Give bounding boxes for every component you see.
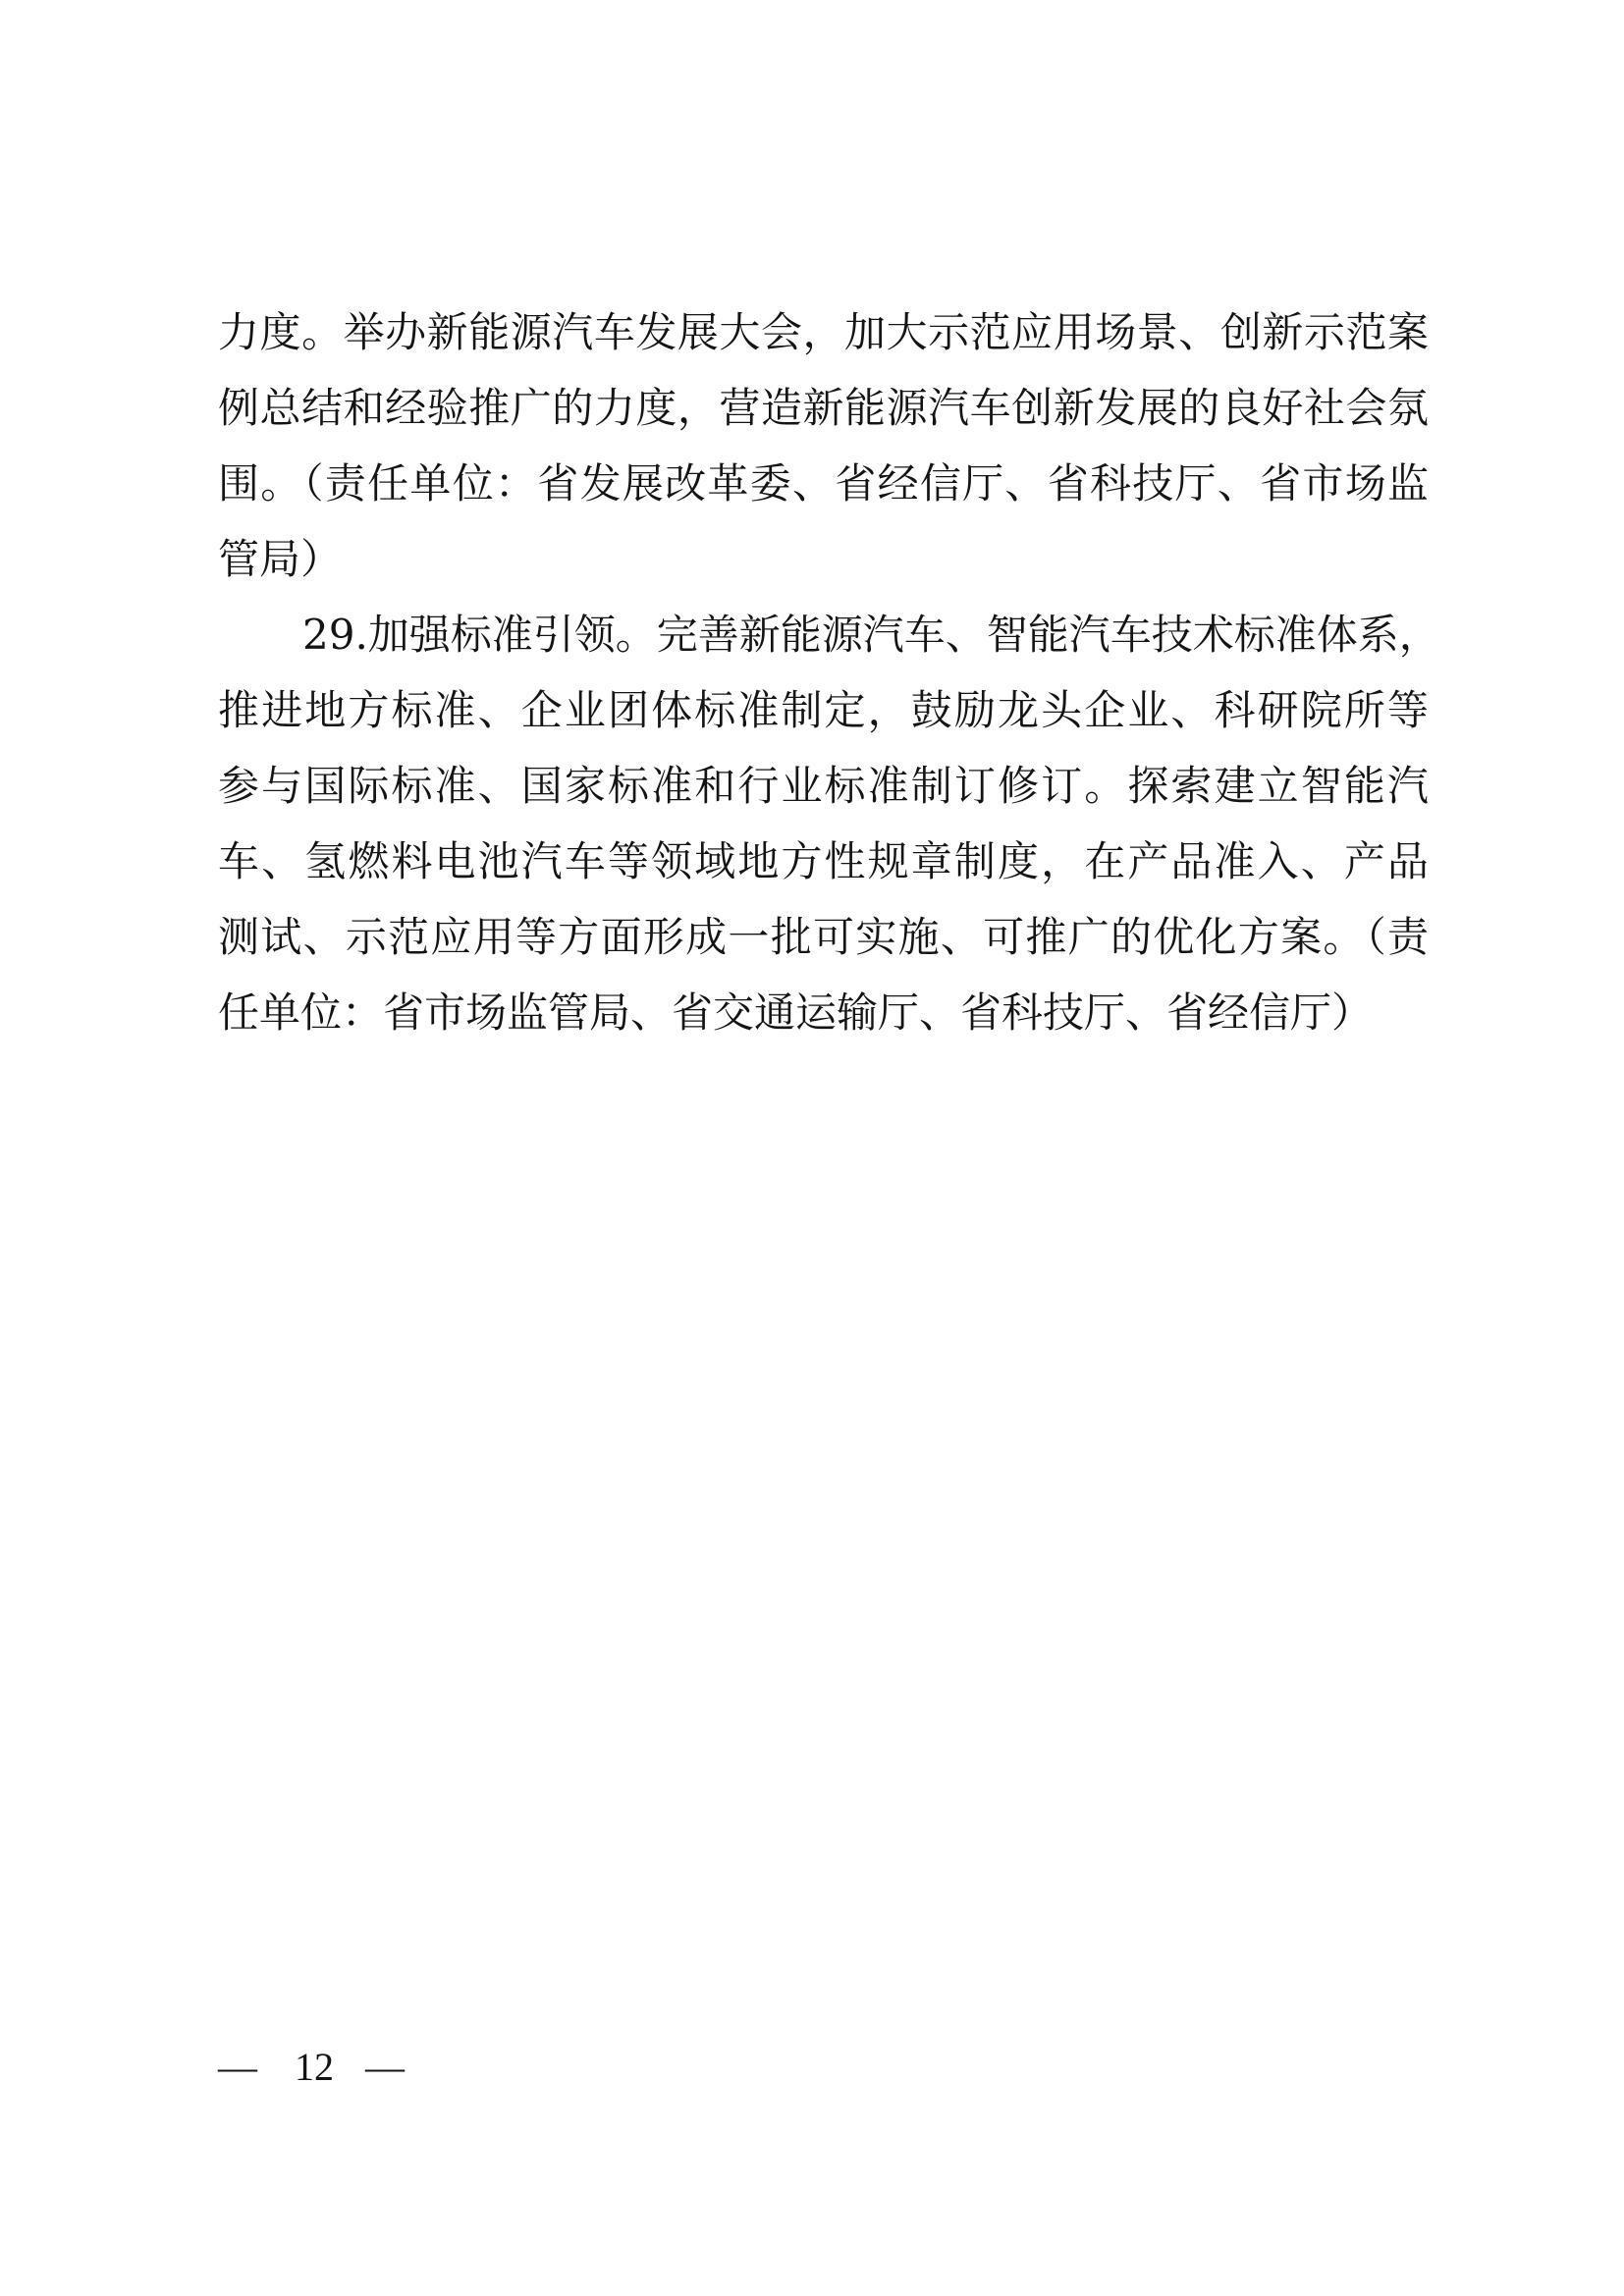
paragraph-line: 管局） [218, 535, 343, 583]
footer-dash-right: — [365, 2045, 405, 2089]
document-body [218, 294, 1440, 1050]
paragraph-line: 任单位：省市场监管局、省交通运输厅、省科技厅、省经信厅） [218, 988, 1374, 1037]
paragraph-line: 力度。举办新能源汽车发展大会，加大示范应用场景、创新示范案 [218, 308, 1429, 356]
paragraph-line: 参与国际标准、国家标准和行业标准制订修订。探索建立智能汽 [218, 762, 1429, 810]
paragraph-line: 29.加强标准引领。完善新能源汽车、智能汽车技术标准体系， [302, 611, 1440, 659]
paragraph-line: 推进地方标准、企业团体标准制定，鼓励龙头企业、科研院所等 [218, 686, 1429, 734]
paragraph-line: 围。（责任单位：省发展改革委、省经信厅、省科技厅、省市场监 [218, 459, 1429, 507]
paragraph-continuation [218, 294, 1429, 597]
paragraph-line: 测试、示范应用等方面形成一批可实施、可推广的优化方案。（责 [218, 913, 1429, 961]
page-number: 12 [295, 2045, 334, 2089]
paragraph-line: 车、氢燃料电池汽车等领域地方性规章制度，在产品准入、产品 [218, 837, 1429, 885]
paragraph-line: 例总结和经验推广的力度，营造新能源汽车创新发展的良好社会氛 [218, 384, 1429, 432]
page-footer [218, 2040, 414, 2094]
footer-dash-left: — [218, 2045, 257, 2089]
paragraph-item-29 [218, 597, 1440, 1050]
